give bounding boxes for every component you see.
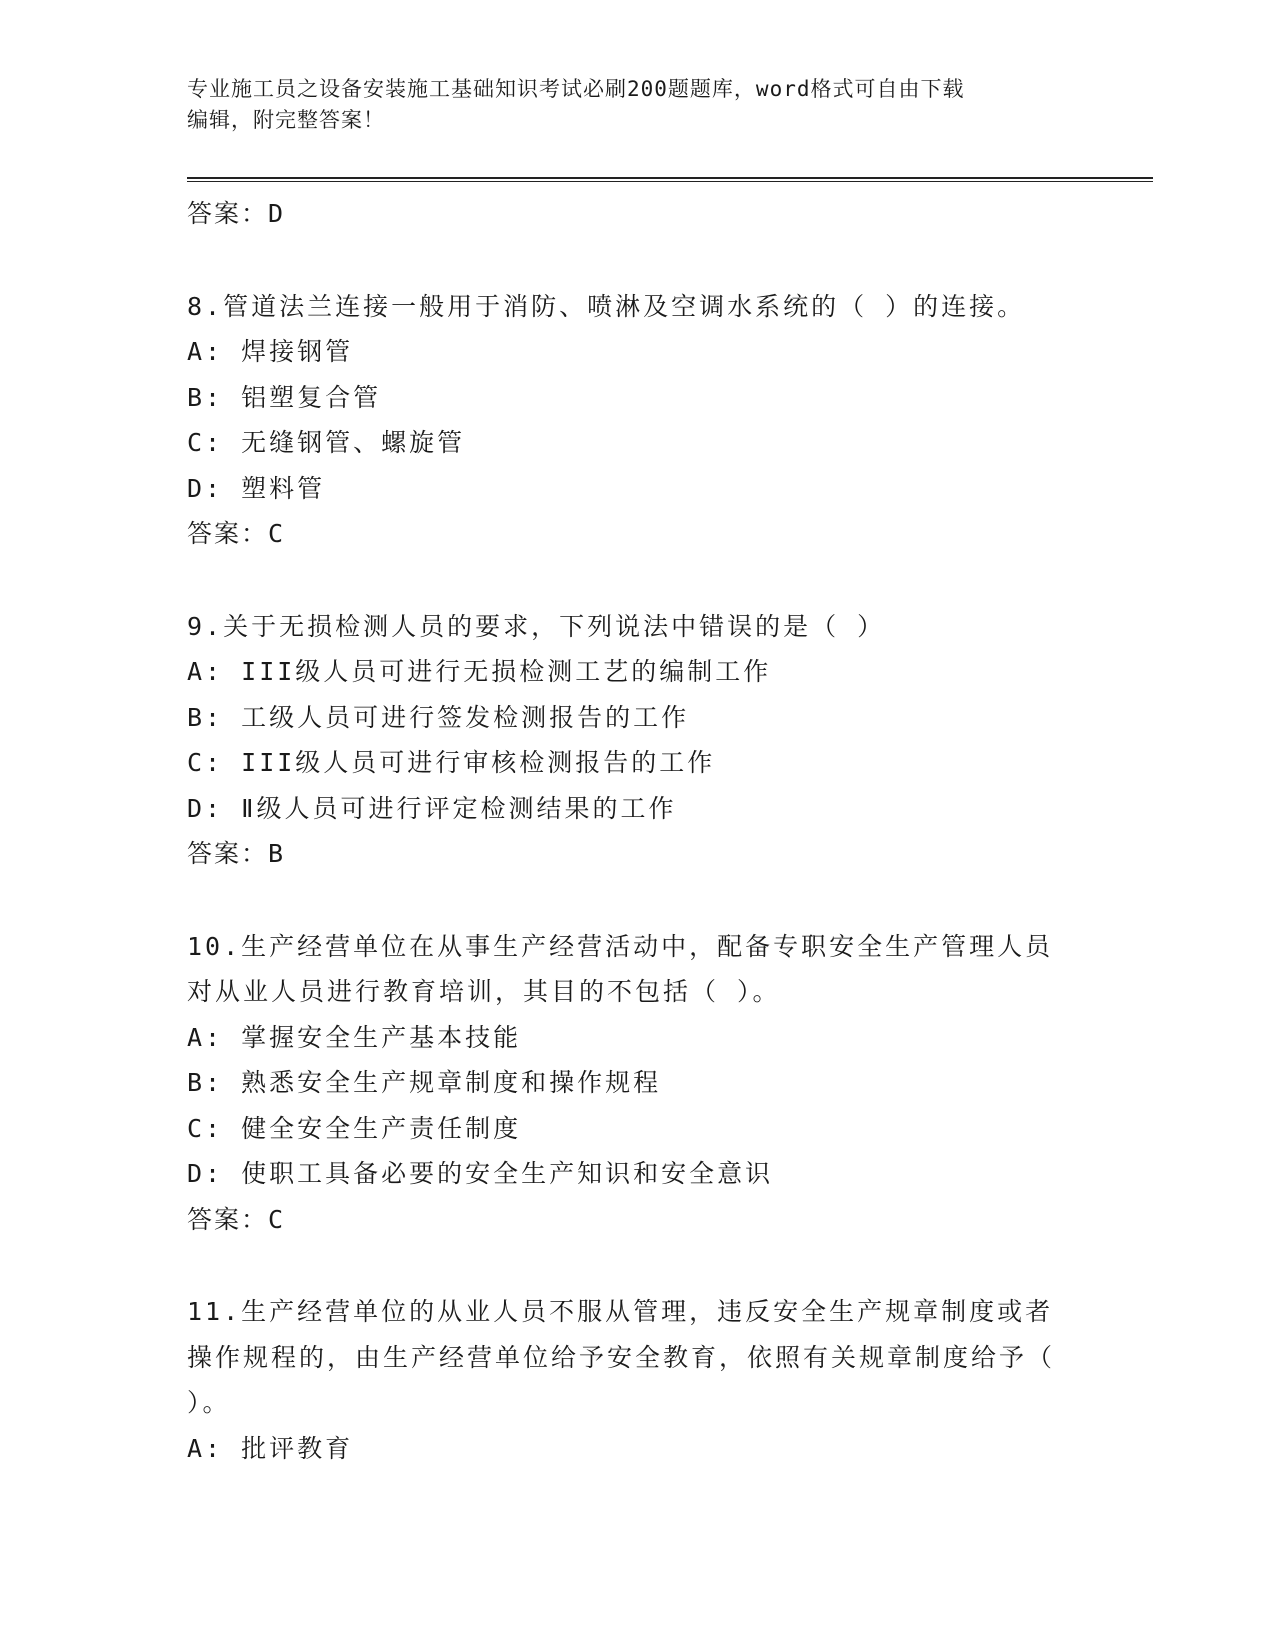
answer-label: 答案： (187, 519, 269, 548)
question-11 (187, 1289, 1087, 1471)
option-c: C: 无缝钢管、螺旋管 (187, 428, 466, 457)
answer-value: C (268, 1204, 286, 1234)
question-answer (187, 831, 1087, 877)
previous-answer (187, 191, 1087, 237)
answer-label: 答案： (187, 199, 269, 228)
option-d: D: 塑料管 (187, 473, 326, 503)
option-a: A: 批评教育 (187, 1433, 354, 1463)
option-d: D: Ⅱ级人员可进行评定检测结果的工作 (187, 793, 677, 823)
option-a: A: III级人员可进行无损检测工艺的编制工作 (187, 657, 772, 686)
question-8 (187, 284, 1087, 557)
answer-label: 答案： (187, 839, 269, 868)
answer-value: D (268, 199, 286, 228)
option-a: A: 掌握安全生产基本技能 (187, 1022, 522, 1052)
question-10 (187, 924, 1087, 1243)
option-c: C: III级人员可进行审核检测报告的工作 (187, 748, 716, 777)
question-answer (187, 511, 1087, 557)
header-line-1: 专业施工员之设备安装施工基础知识考试必刷200题题库，word格式可自由下载 (187, 77, 965, 101)
question-list (187, 191, 1087, 1471)
option-b: B: 铝塑复合管 (187, 382, 382, 412)
option-d: D: 使职工具备必要的安全生产知识和安全意识 (187, 1159, 774, 1188)
header-line-2: 编辑，附完整答案！ (187, 108, 385, 132)
question-9 (187, 604, 1087, 877)
question-text: 9.关于无损检测人员的要求，下列说法中错误的是（ ） (187, 611, 886, 641)
option-b: B: 熟悉安全生产规章制度和操作规程 (187, 1068, 662, 1097)
header-divider (187, 177, 1153, 179)
option-a: A: 焊接钢管 (187, 337, 354, 366)
answer-label: 答案： (187, 1204, 269, 1234)
header-divider-thin (187, 181, 1153, 182)
question-text: 8.管道法兰连接一般用于消防、喷淋及空调水系统的（ ）的连接。 (187, 291, 1026, 321)
answer-value: C (268, 519, 286, 548)
answer-value: B (268, 839, 286, 868)
option-c: C: 健全安全生产责任制度 (187, 1113, 522, 1143)
question-answer (187, 1197, 1087, 1243)
question-text: 10.生产经营单位在从事生产经营活动中，配备专职安全生产管理人员对从业人员进行教育培训，其目的不包括（ ）。 (187, 931, 1054, 1006)
question-text: 11.生产经营单位的从业人员不服从管理，违反安全生产规章制度或者操作规程的，由生产经营单位给予安全教育，依照有关规章制度给予（ ）。 (187, 1297, 1056, 1417)
document-header (187, 74, 1067, 136)
option-b: B: 工级人员可进行签发检测报告的工作 (187, 702, 690, 732)
